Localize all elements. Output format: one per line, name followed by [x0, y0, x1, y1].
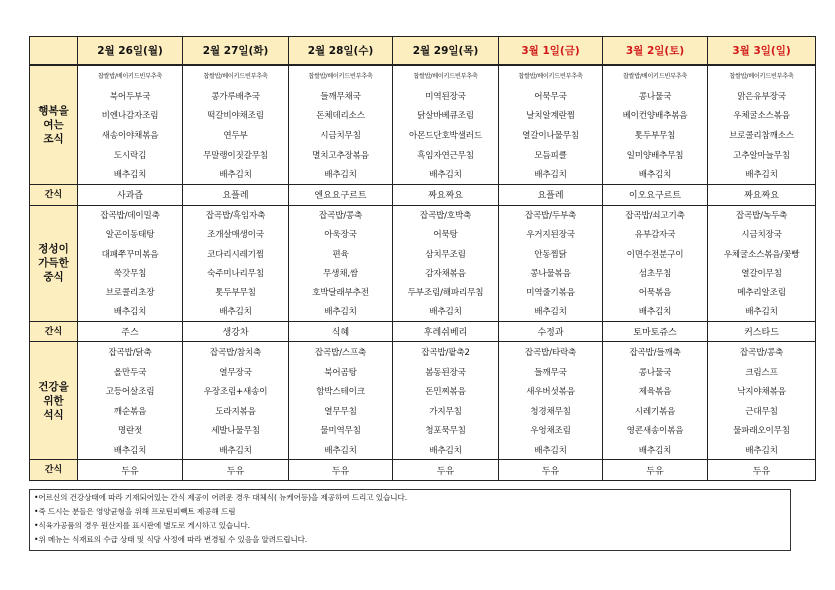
note-line: •어르신의 건강상태에 따라 기재되어있는 간식 제공이 어려운 경우 대체식( 뉴케어등)을 제공하여 드리고 있습니다. [34, 493, 408, 502]
menu-item: 잡곡밥/닭축 [108, 348, 152, 359]
menu-item: 들깨무국 [534, 367, 567, 378]
menu-item: 무생채,쌈 [323, 268, 358, 279]
menu-item: 청경채무침 [530, 406, 571, 417]
menu-item: 근대무침 [745, 406, 778, 417]
menu-item: 영콘새송이볶음 [626, 426, 684, 437]
menu-item: 새우버섯볶음 [526, 387, 575, 398]
weekly-menu-table [29, 36, 816, 481]
menu-item: 찹쌀밥/베이키드빈부추축 [518, 73, 583, 81]
menu-item: 북어두부국 [109, 91, 151, 102]
snack-item: 요플레 [499, 185, 603, 206]
snack-item: 생강차 [183, 321, 289, 342]
menu-item: 조개살매생이국 [207, 230, 264, 241]
snack-item: 수정과 [499, 321, 603, 342]
menu-item: 시레기볶음 [634, 406, 676, 417]
menu-item: 잡곡밥/녹두축 [735, 211, 788, 222]
day-header-row [30, 37, 816, 66]
menu-item: 열무무침 [324, 406, 357, 417]
menu-item: 떡갈비야채조림 [207, 111, 264, 122]
meal-label: 행복을 여는 조식 [30, 65, 78, 185]
day-menu-cell [289, 65, 393, 185]
menu-item: 이면수전분구이 [626, 249, 684, 260]
day-menu-cell [78, 342, 183, 460]
menu-item: 일미양배추무침 [626, 150, 684, 161]
menu-item: 배추김치 [534, 307, 567, 318]
snack-item: 엔요요구르트 [289, 185, 393, 206]
day-menu-cell [78, 65, 183, 185]
menu-item: 잡곡밥/콩축 [739, 348, 784, 359]
menu-item: 숙주미나리무침 [207, 268, 264, 279]
menu-item: 돈체데리소스 [316, 111, 365, 122]
menu-item: 배추김치 [324, 307, 357, 318]
menu-item: 북어곰탕 [324, 367, 357, 378]
day-header: 2월 26일(월) [78, 37, 183, 66]
snack-row [30, 321, 816, 342]
menu-item: 배추김치 [429, 445, 462, 456]
menu-item: 우체굴소스볶음 [733, 111, 790, 122]
snack-item: 두유 [499, 460, 603, 481]
menu-item: 잡곡밥/데이밀축 [100, 211, 160, 222]
day-menu-cell [393, 342, 499, 460]
meal-label: 건강을 위한 석식 [30, 342, 78, 460]
menu-item: 베이컨양배추볶음 [622, 111, 688, 122]
menu-item: 미역줄기볶음 [526, 287, 575, 298]
menu-item: 올만두국 [113, 367, 147, 378]
menu-item: 날치알계란찜 [526, 111, 575, 122]
menu-item: 멸치고추장볶음 [312, 150, 369, 161]
menu-item: 배추김치 [745, 307, 778, 318]
snack-item: 주스 [78, 321, 183, 342]
menu-item: 잡곡밥/참치축 [209, 348, 262, 359]
snack-item: 짜요짜요 [393, 185, 499, 206]
day-menu-cell [499, 65, 603, 185]
snack-item: 두유 [78, 460, 183, 481]
menu-item: 우장조림+새송이 [203, 387, 268, 398]
menu-item: 배추김치 [219, 445, 252, 456]
menu-item: 어묵탕 [433, 230, 458, 241]
menu-item: 배추김치 [113, 307, 147, 318]
snack-item: 두유 [183, 460, 289, 481]
menu-item: 섬초무침 [638, 268, 672, 279]
snack-item: 두유 [289, 460, 393, 481]
snack-item: 토마토쥬스 [603, 321, 708, 342]
menu-item: 도시락김 [113, 150, 147, 161]
menu-item: 세발나물무침 [211, 426, 260, 437]
menu-item: 명란젓 [117, 426, 143, 437]
menu-item: 알곤이동태탕 [105, 230, 155, 241]
meal-row [30, 205, 816, 321]
menu-body [30, 65, 816, 481]
menu-item: 안동찜닭 [534, 249, 567, 260]
day-menu-cell [499, 205, 603, 321]
day-header: 2월 27일(화) [183, 37, 289, 66]
menu-item: 닭살바베큐조림 [417, 111, 474, 122]
menu-item: 열무장국 [219, 367, 252, 378]
menu-item: 낙지야채볶음 [737, 387, 786, 398]
menu-item: 감자채볶음 [425, 268, 466, 279]
menu-item: 쑥갓무침 [113, 268, 147, 279]
note-line: •위 메뉴는 식재료의 수급 상태 및 식당 사정에 따라 변경될 수 있음을 알려드립니다. [34, 535, 308, 544]
menu-item: 찹쌀밥/베이키드빈부추축 [729, 73, 794, 81]
menu-item: 찹쌀밥/베이키드빈부추축 [203, 73, 268, 81]
menu-item: 잡곡밥/타락축 [524, 348, 577, 359]
menu-item: 물파래오이무침 [733, 426, 790, 437]
day-menu-cell [289, 342, 393, 460]
menu-item: 배추김치 [745, 445, 778, 456]
snack-row [30, 185, 816, 206]
menu-item: 삼치무조림 [425, 249, 466, 260]
menu-item: 제육볶음 [638, 387, 672, 398]
menu-item: 봄동된장국 [425, 367, 466, 378]
meal-row [30, 65, 816, 185]
day-menu-cell [183, 342, 289, 460]
menu-item: 함박스테이크 [316, 387, 365, 398]
menu-item: 배추김치 [638, 170, 672, 181]
day-menu-cell [289, 205, 393, 321]
day-header: 3월 2일(토) [603, 37, 708, 66]
menu-item: 잡곡밥/쇠고기축 [625, 211, 685, 222]
note-line: •식육가공품의 경우 원산지를 표시판에 별도로 게시하고 있습니다. [34, 521, 250, 530]
day-menu-cell [183, 205, 289, 321]
day-header: 3월 3일(일) [708, 37, 816, 66]
menu-item: 맑은유부장국 [737, 91, 786, 102]
menu-item: 배추김치 [429, 307, 462, 318]
menu-item: 찹쌀밥/베이키드빈부추축 [308, 73, 373, 81]
menu-item: 청포묵무침 [425, 426, 466, 437]
menu-item: 배추김치 [324, 445, 357, 456]
menu-item: 어묵볶음 [638, 287, 672, 298]
day-menu-cell [393, 205, 499, 321]
menu-item: 배추김치 [113, 445, 147, 456]
menu-item: 배추김치 [219, 307, 252, 318]
day-menu-cell [603, 65, 708, 185]
menu-item: 어묵무국 [534, 91, 567, 102]
menu-item: 고추알마늘무침 [733, 150, 790, 161]
snack-item: 이오요구르트 [603, 185, 708, 206]
menu-item: 콩가루배추국 [211, 91, 260, 102]
snack-item: 두유 [393, 460, 499, 481]
snack-row [30, 460, 816, 481]
snack-item: 후레쉬베리 [393, 321, 499, 342]
menu-item: 연두부 [223, 130, 248, 141]
day-menu-cell [78, 205, 183, 321]
menu-item: 고등어살조림 [105, 387, 155, 398]
day-menu-cell [603, 205, 708, 321]
menu-item: 아욱장국 [324, 230, 357, 241]
snack-label: 간식 [30, 185, 78, 206]
menu-item: 배추김치 [534, 170, 567, 181]
menu-item: 코다리시레기찜 [207, 249, 264, 260]
menu-item: 잡곡밥/호박축 [419, 211, 472, 222]
snack-item: 식혜 [289, 321, 393, 342]
menu-item: 가지무침 [429, 406, 462, 417]
menu-item: 잡곡밥/들깨축 [629, 348, 681, 359]
menu-item: 대패쭈꾸미볶음 [101, 249, 159, 260]
menu-item: 잡곡밥/두부축 [524, 211, 577, 222]
menu-item: 톳두부무침 [634, 130, 676, 141]
menu-item: 시금치무침 [320, 130, 361, 141]
snack-item: 두유 [603, 460, 708, 481]
meal-row [30, 342, 816, 460]
menu-item: 크림스프 [745, 367, 778, 378]
menu-item: 배추김치 [534, 445, 567, 456]
menu-item: 시금치장국 [741, 230, 782, 241]
menu-item: 찹쌀밥/베이키드빈부추축 [97, 73, 163, 81]
day-menu-cell [708, 65, 816, 185]
day-header: 2월 28일(수) [289, 37, 393, 66]
menu-item: 잡곡밥/팥축2 [421, 348, 470, 359]
menu-item: 배추김치 [638, 445, 672, 456]
menu-item: 배추김치 [113, 170, 147, 181]
menu-item: 열갈이무침 [741, 268, 782, 279]
menu-item: 호박달래부추전 [312, 287, 369, 298]
snack-label: 간식 [30, 321, 78, 342]
menu-item: 편육 [332, 249, 349, 260]
menu-item: 물미역무침 [320, 426, 361, 437]
corner-cell [30, 37, 78, 66]
meal-label: 정성이 가득한 중식 [30, 205, 78, 321]
menu-item: 두부조림/해파리무침 [407, 287, 484, 298]
snack-label: 간식 [30, 460, 78, 481]
menu-item: 우체굴소스볶음/꽃빵 [723, 249, 800, 260]
menu-item: 배추김치 [745, 170, 778, 181]
day-menu-cell [393, 65, 499, 185]
day-header: 3월 1일(금) [499, 37, 603, 66]
menu-item: 모듬피클 [534, 150, 567, 161]
menu-item: 깨순볶음 [113, 406, 147, 417]
menu-item: 우거지된장국 [526, 230, 575, 241]
menu-item: 잡곡밥/스프축 [314, 348, 367, 359]
menu-item: 우엉채조림 [530, 426, 571, 437]
menu-item: 브로콜리참깨소스 [729, 130, 794, 141]
menu-item: 콩나물볶음 [530, 268, 571, 279]
day-menu-cell [708, 342, 816, 460]
menu-item: 잡곡밥/콩축 [318, 211, 363, 222]
note-line: •죽 드시는 분들은 영양균형을 위해 프로틴피빽트 제공해 드림 [34, 507, 236, 516]
menu-item: 배추김치 [429, 170, 462, 181]
notes-box [29, 489, 791, 551]
snack-item: 요플레 [183, 185, 289, 206]
menu-item: 무말랭이짓갈무침 [203, 150, 268, 161]
snack-item: 두유 [708, 460, 816, 481]
menu-item: 콩나물국 [638, 91, 672, 102]
menu-item: 열갈이나물무침 [522, 130, 579, 141]
menu-item: 흑임자연근무침 [417, 150, 474, 161]
menu-item: 톳두부무침 [215, 287, 256, 298]
snack-item: 커스타드 [708, 321, 816, 342]
menu-item: 찹쌀밥/베이키드빈부추축 [413, 73, 478, 81]
menu-item: 새송이야채볶음 [101, 130, 159, 141]
menu-item: 찹쌀밥/베이키드빈부추축 [622, 73, 688, 81]
menu-item: 브로콜리초장 [105, 287, 155, 298]
day-header: 2월 29일(목) [393, 37, 499, 66]
menu-item: 유부감자국 [634, 230, 676, 241]
day-menu-cell [708, 205, 816, 321]
menu-item: 들깨무채국 [320, 91, 361, 102]
menu-item: 돈민찌볶음 [425, 387, 466, 398]
menu-item: 배추김치 [219, 170, 252, 181]
menu-item: 아몬드단호박샐러드 [409, 130, 482, 141]
day-menu-cell [499, 342, 603, 460]
menu-item: 비엔나감자조림 [101, 111, 159, 122]
day-menu-cell [183, 65, 289, 185]
day-menu-cell [603, 342, 708, 460]
snack-item: 짜요짜요 [708, 185, 816, 206]
menu-item: 도라지볶음 [215, 406, 256, 417]
menu-item: 잡곡밥/흑임자축 [205, 211, 266, 222]
menu-item: 콩나물국 [638, 367, 672, 378]
menu-item: 배추김치 [324, 170, 357, 181]
menu-item: 배추김치 [638, 307, 672, 318]
menu-item: 미역된장국 [425, 91, 466, 102]
menu-item: 메추리알조림 [737, 287, 786, 298]
snack-item: 사과즙 [78, 185, 183, 206]
